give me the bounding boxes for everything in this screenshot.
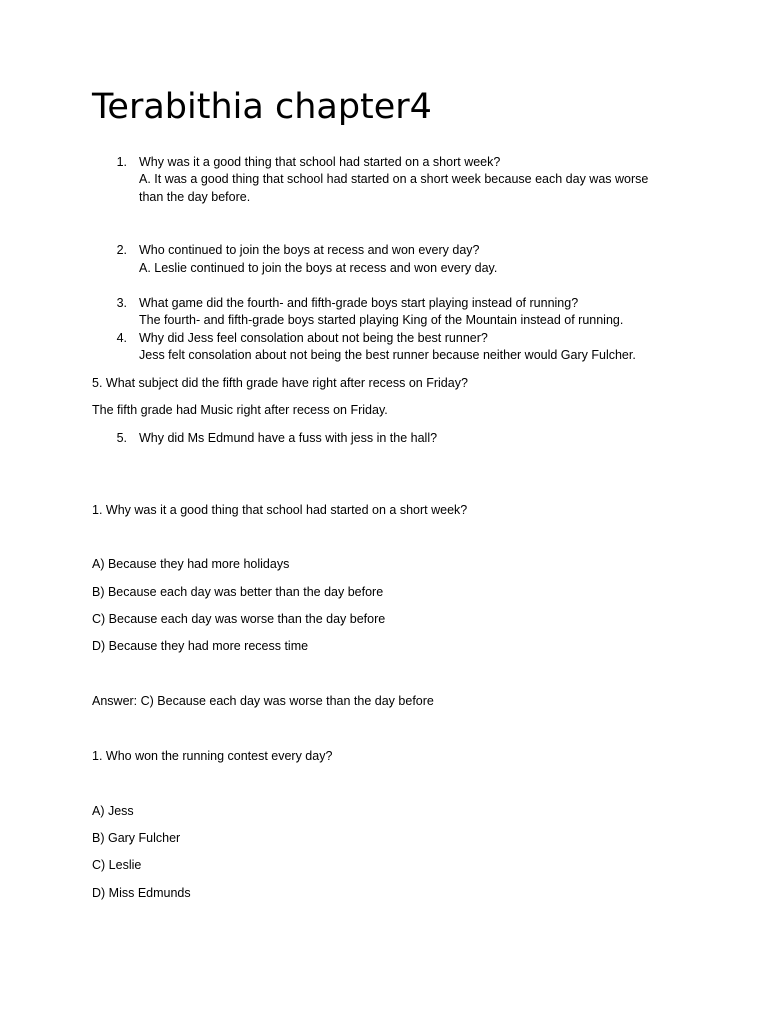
- list-item-number: 3.: [116, 296, 127, 310]
- mc-option: C) Leslie: [92, 858, 142, 872]
- mc-answer: Answer: C) Because each day was worse than the day before: [92, 694, 434, 708]
- mc-option: D) Because they had more recess time: [92, 639, 309, 653]
- question-text: Why did Jess feel consolation about not being the best runner?: [139, 331, 488, 345]
- answer-text: The fifth grade had Music right after recess on Friday.: [92, 403, 388, 417]
- question-text: Who continued to join the boys at recess and won every day?: [139, 243, 480, 257]
- mc-question: 1. Who won the running contest every day?: [92, 749, 333, 763]
- mc-question: 1. Why was it a good thing that school had started on a short week?: [92, 503, 468, 517]
- mc-option: A) Because they had more holidays: [92, 557, 290, 571]
- page-title: Terabithia chapter4: [92, 87, 432, 127]
- question-text: What game did the fourth- and fifth-grade boys start playing instead of running?: [139, 296, 579, 310]
- answer-text: A. Leslie continued to join the boys at recess and won every day.: [139, 261, 498, 275]
- question-text: Why was it a good thing that school had started on a short week?: [139, 155, 501, 169]
- mc-option: D) Miss Edmunds: [92, 886, 191, 900]
- mc-option: B) Because each day was better than the day before: [92, 585, 384, 599]
- mc-option: A) Jess: [92, 804, 134, 818]
- answer-text: A. It was a good thing that school had started on a short week because each day was worse: [139, 172, 649, 186]
- question-text: 5. What subject did the fifth grade have right after recess on Friday?: [92, 376, 468, 390]
- list-item-number: 1.: [116, 155, 127, 169]
- answer-text: than the day before.: [139, 190, 251, 204]
- mc-option: C) Because each day was worse than the day before: [92, 612, 386, 626]
- answer-text: The fourth- and fifth-grade boys started playing King of the Mountain instead of running.: [139, 313, 624, 327]
- question-text: Why did Ms Edmund have a fuss with jess in the hall?: [139, 431, 438, 445]
- mc-option: B) Gary Fulcher: [92, 831, 181, 845]
- answer-text: Jess felt consolation about not being the best runner because neither would Gary Fulcher.: [139, 348, 636, 362]
- list-item-number: 5.: [116, 431, 127, 445]
- list-item-number: 2.: [116, 243, 127, 257]
- list-item-number: 4.: [116, 331, 127, 345]
